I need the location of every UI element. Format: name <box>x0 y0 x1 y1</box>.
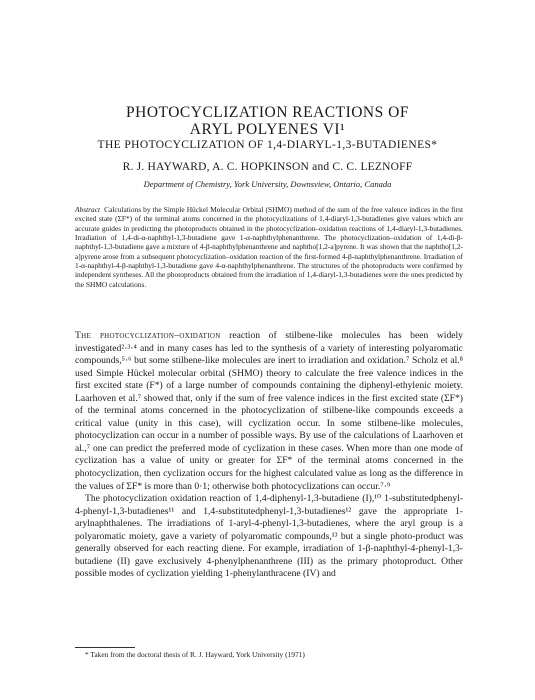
subtitle: THE PHOTOCYCLIZATION OF 1,4-DIARYL-1,3-BUTADIENES* <box>97 139 438 151</box>
footnote: * Taken from the doctoral thesis of R. J. Hayward, York University (1971) <box>85 650 305 659</box>
authors: R. J. HAYWARD, A. C. HOPKINSON and C. C. LEZNOFF <box>122 161 413 173</box>
paragraph-2: The photocyclization oxidation reaction of 1,4-diphenyl-1,3-butadiene (I),¹⁰ 1-substitutedphenyl-4-phenyl-1,3-butadienes¹¹ and 1,4-substitutedphenyl-1,3-butadienes¹² gave the appropriate 1-arylnaphthalenes. The irradiations of 1-aryl-4-phenyl-1,3-butadienes, where the aryl group is a polyaromatic moiety, gave a variety of polyaromatic compounds,¹³ but a single photo-product was generally observed for each reacting diene. For example, irradiation of 1-β-naphthyl-4-phenyl-1,3-butadiene (II) gave exclusively 4-phenylphenanthrene (III) as the primary photoproduct. Other possible modes of cyclization yielding 1-phenylanthracene (IV) and <box>75 493 463 580</box>
paragraph-1 <box>75 330 463 493</box>
paragraph-1-lead: The photocyclization–oxidation <box>75 330 221 341</box>
title-line-2: ARYL POLYENES VI¹ <box>189 121 346 138</box>
title-line-1: PHOTOCYCLIZATION REACTIONS OF <box>126 104 409 121</box>
affiliation: Department of Chemistry, York University, Downsview, Ontario, Canada <box>143 179 392 189</box>
paragraph-1-text: reaction of stilbene-like molecules has been widely investigated²·³·⁴ and in many cases has led to the synthesis of a variety of interesting polyaromatic compounds,⁵·⁶ but some stilbene-like molecules are inert to irradiation and oxidation.⁷ Scholz et al.⁸ used Simple Hückel molecular orbital (SHMO) theory to calculate the free valence indices in the first excited state (F*) of a large number of compounds containing the diphenyl-ethylenic moiety. Laarhoven et al.⁷ showed that, only if the sum of free valence indices in the first excited state (ΣF*) of the terminal atoms concerned in the photocyclization of stilbene-like compounds exceeds a critical value (unity in this case), will cyclization occur. In some stilbene-like molecules, photocyclization can occur in a number of possible ways. By use of the calculations of Laarhoven et al.,⁷ one can predict the preferred mode of cyclization in these cases. When more than one mode of cyclization has a value of unity or greater for ΣF* of the terminal atoms concerned in the photocyclization, then cyclization occurs for the highest calculated value as long as the difference in the values of ΣF* is more than 0·1; otherwise both photocyclizations can occur.⁷·⁹ <box>75 330 463 492</box>
abstract-text: Calculations by the Simple Hückel Molecular Orbital (SHMO) method of the sum of the free valence indices in the first excited state (ΣF*) of the terminal atoms concerned in the photocyclizations of 1,4-diaryl-1,3-butadienes give values which are accurate guides in predicting the photoproducts obtained in the photocyclization–oxidation reactions of 1,4-diaryl-1,3-butadienes. Irradiation of 1,4-di-α-naphthyl-1,3-butadiene gave 1-α-naphthylphenanthrene. The photocyclization–oxidation of 1,4-di-β-naphthyl-1,3-butadiene gave a mixture of 4-β-naphthylphenanthrene and naphtho[1,2-a]pyrene. It was shown that the naphtho[1,2-a]pyrene arose from a subsequent photocyclization–oxidation reaction of the first-formed 4-β-naphthylphenanthrene. Irradiation of 1-α-naphthyl-4-β-naphthyl-1,3-butadiene gave 4-α-naphthylphenanthrene. The structures of the photoproducts were confirmed by independent syntheses. All the photoproducts obtained from the irradiation of 1,4-diaryl-1,3-butadienes were the ones predicted by the SHMO calculations. <box>75 205 463 289</box>
footnote-rule <box>75 647 135 648</box>
abstract-label: Abstract <box>75 205 101 214</box>
body-text <box>75 330 463 581</box>
abstract <box>75 205 463 289</box>
